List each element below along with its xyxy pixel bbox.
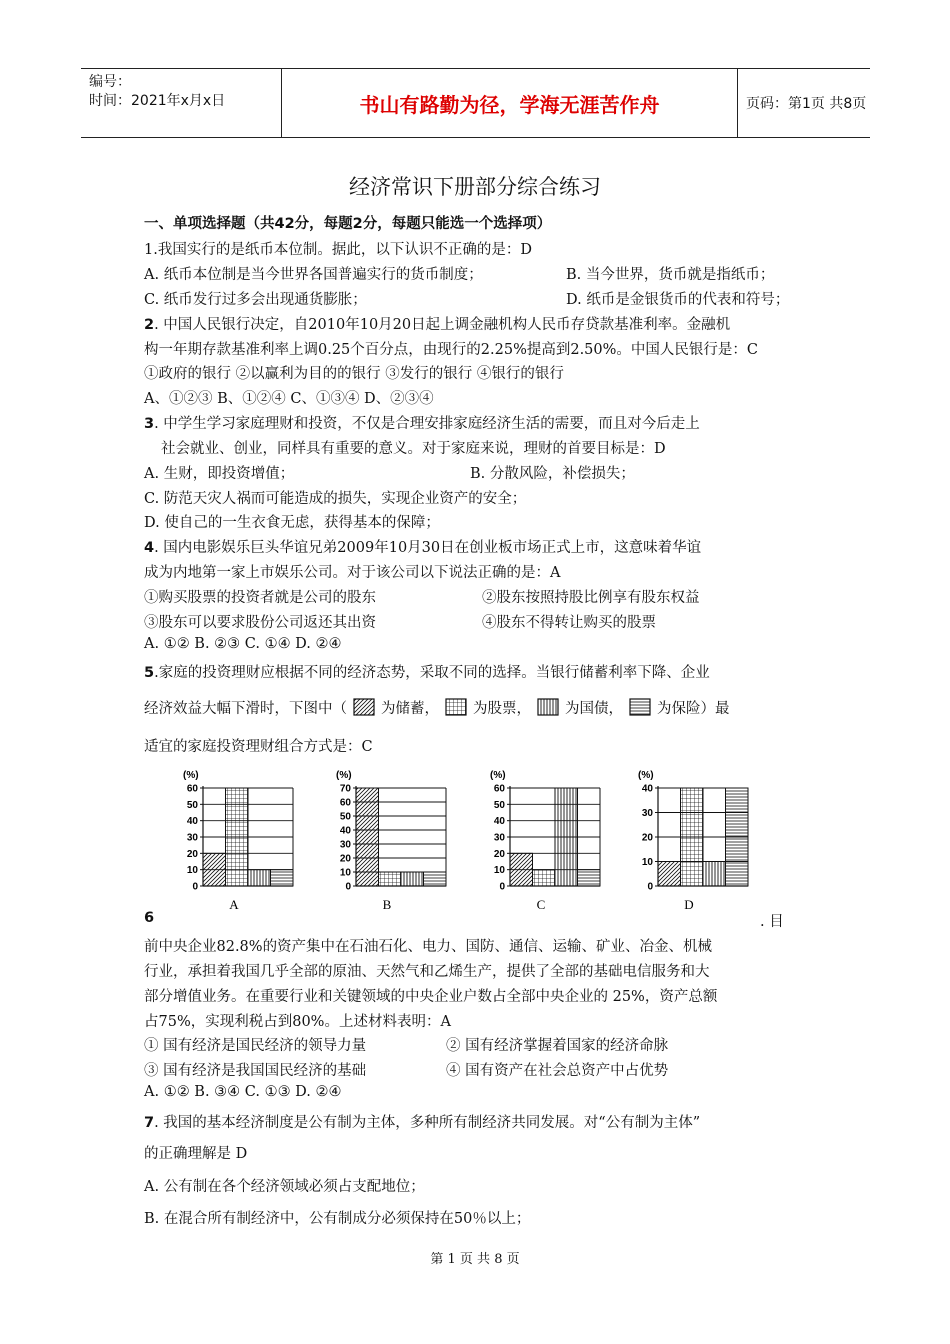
bar-国债 <box>555 788 578 886</box>
bar-保险 <box>726 788 749 886</box>
q4-options: A. ①② B. ②③ C. ①④ D. ②④ <box>144 636 342 652</box>
stocks-pattern-icon <box>445 698 467 716</box>
q5-stem-part: 经济效益大幅下滑时，下图中（ <box>144 701 347 717</box>
y-tick-label: 40 <box>641 783 653 795</box>
q2-stem-text: . 中国人民银行决定，自2010年10月20日起上调金融机构人民币存贷款基准利率。金融机 <box>154 317 731 333</box>
chart-c <box>482 766 607 916</box>
y-tick-label: 70 <box>339 783 351 795</box>
q4-item-4: ④股东不得转让购买的股票 <box>482 615 656 631</box>
q5-number: 5 <box>144 665 155 681</box>
q5-stem-text: .家庭的投资理财应根据不同的经济态势，采取不同的选择。当银行储蓄利率下降、企业 <box>154 665 710 681</box>
q5-stem-line2 <box>144 697 730 718</box>
y-tick-label: 40 <box>339 825 351 837</box>
y-tick-label: 60 <box>339 797 351 809</box>
q1-option-b: B. 当今世界，货币就是指纸币； <box>566 267 775 283</box>
document-title: 经济常识下册部分综合练习 <box>349 175 601 199</box>
q6-options: A. ①② B. ③④ C. ①③ D. ②④ <box>144 1084 342 1100</box>
q7-stem-text: . 我国的基本经济制度是公有制为主体，多种所有制经济共同发展。对“公有制为主体” <box>154 1115 701 1131</box>
chart-b <box>328 766 453 916</box>
legend-stocks: 为股票， <box>473 701 531 717</box>
y-tick-label: 30 <box>493 832 505 844</box>
y-tick-label: 10 <box>641 857 653 868</box>
q1-stem: 1.我国实行的是纸币本位制。据此，以下认识不正确的是：D <box>144 242 532 258</box>
savings-pattern-icon <box>353 698 375 716</box>
bar-保险 <box>578 870 601 886</box>
y-tick-label: 20 <box>186 848 198 860</box>
y-tick-label: 40 <box>493 816 505 828</box>
q2-number: 2 <box>144 317 155 333</box>
y-tick-label: 30 <box>339 839 351 851</box>
legend-savings: 为储蓄， <box>381 701 439 717</box>
q4-stem-line2: 成为内地第一家上市娱乐公司。对于该公司以下说法正确的是：A <box>144 565 561 581</box>
number-label: 编号： <box>89 74 131 90</box>
q2-options: A、①②③ B、①②④ C、①③④ D、②③④ <box>144 391 434 407</box>
y-tick-label: 0 <box>499 881 505 893</box>
y-tick-label: 0 <box>345 881 351 893</box>
q6-item-2: ② 国有经济掌握着国家的经济命脉 <box>446 1038 669 1054</box>
q3-stem-text: . 中学生学习家庭理财和投资，不仅是合理安排家庭经济生活的需要，而且对今后走上 <box>154 416 700 432</box>
y-tick-label: 50 <box>339 811 351 823</box>
chart-label: D <box>684 897 694 912</box>
y-tick-label: 50 <box>493 799 505 811</box>
y-unit-label: (%) <box>490 770 506 781</box>
section-heading: 一、单项选择题（共42分，每题2分，每题只能选一个选择项） <box>144 216 552 232</box>
date-label: 时间：2021年x月x日 <box>89 93 226 109</box>
page-info: 页码：第1页 共8页 <box>746 96 867 112</box>
q5-stem-line3: 适宜的家庭投资理财组合方式是：C <box>144 739 373 755</box>
q6-line1: 前中央企业82.8%的资产集中在石油石化、电力、国防、通信、运输、矿业、冶金、机械 <box>144 939 713 955</box>
y-tick-label: 20 <box>641 832 653 844</box>
q6-line3: 部分增值业务。在重要行业和关键领域的中央企业户数占全部中央企业的 25%，资产总额 <box>144 989 718 1005</box>
y-unit-label: (%) <box>183 770 199 781</box>
q1-option-a: A. 纸币本位制是当今世界各国普遍实行的货币制度； <box>144 267 483 283</box>
q7-line2: 的正确理解是 D <box>144 1146 248 1162</box>
bar-保险 <box>424 872 447 886</box>
q4-stem-text: . 国内电影娱乐巨头华谊兄弟2009年10月30日在创业板市场正式上市，这意味着华谊 <box>154 540 702 556</box>
page-header <box>81 68 870 138</box>
y-tick-label: 20 <box>339 853 351 865</box>
y-tick-label: 60 <box>493 783 505 795</box>
q6-number: 6 <box>144 910 155 926</box>
q6-line2: 行业，承担着我国几乎全部的原油、天然气和乙烯生产，提供了全部的基础电信服务和大 <box>144 964 710 980</box>
q3-stem-line1 <box>144 412 700 433</box>
q7-option-a: A. 公有制在各个经济领域必须占支配地位； <box>144 1179 425 1195</box>
q1-option-d: D. 纸币是金银货币的代表和符号； <box>566 292 790 308</box>
bar-股票 <box>379 872 402 886</box>
q7-line1 <box>144 1111 700 1132</box>
q6-item-1: ① 国有经济是国民经济的领导力量 <box>144 1038 367 1054</box>
q3-option-c: C. 防范天灾人祸而可能造成的损失，实现企业资产的安全； <box>144 491 527 507</box>
y-unit-label: (%) <box>336 770 352 781</box>
bar-股票 <box>681 788 704 886</box>
legend-insurance: 为保险）最 <box>657 701 730 717</box>
bar-股票 <box>533 870 556 886</box>
chart-a <box>175 766 300 916</box>
q6-stem-start: . 目 <box>760 914 784 930</box>
q4-item-2: ②股东按照持股比例享有股东权益 <box>482 590 700 606</box>
bar-保险 <box>271 870 294 886</box>
bar-国债 <box>703 862 726 887</box>
legend-bonds: 为国债， <box>565 701 623 717</box>
chart-d <box>630 766 755 916</box>
y-tick-label: 10 <box>186 865 198 877</box>
bonds-pattern-icon <box>537 698 559 716</box>
q4-number: 4 <box>144 540 155 556</box>
q4-stem-line1 <box>144 536 701 557</box>
chart-label: A <box>229 897 239 912</box>
chart-label: B <box>382 897 392 912</box>
motto: 书山有路勤为径，学海无涯苦作舟 <box>281 69 738 137</box>
q6-item-4: ④ 国有资产在社会总资产中占优势 <box>446 1063 669 1079</box>
y-tick-label: 0 <box>647 881 653 893</box>
q3-option-d: D. 使自己的一生衣食无虑，获得基本的保障； <box>144 515 440 531</box>
y-tick-label: 30 <box>186 832 198 844</box>
y-tick-label: 60 <box>186 783 198 795</box>
q3-number: 3 <box>144 416 155 432</box>
q2-stem-line1 <box>144 313 730 334</box>
y-tick-label: 20 <box>493 848 505 860</box>
y-tick-label: 30 <box>641 808 653 819</box>
bar-储蓄 <box>658 862 681 887</box>
bar-股票 <box>226 788 249 886</box>
q2-items: ①政府的银行 ②以赢利为目的的银行 ③发行的银行 ④银行的银行 <box>144 366 564 382</box>
y-tick-label: 10 <box>339 867 351 879</box>
y-tick-label: 40 <box>186 816 198 828</box>
q3-option-a: A. 生财，即投资增值； <box>144 466 295 482</box>
q7-number: 7 <box>144 1115 155 1131</box>
y-tick-label: 50 <box>186 799 198 811</box>
q5-stem-line1 <box>144 661 710 682</box>
q7-option-b: B. 在混合所有制经济中，公有制成分必须保持在50％以上； <box>144 1211 531 1227</box>
q4-item-1: ①购买股票的投资者就是公司的股东 <box>144 590 376 606</box>
q4-item-3: ③股东可以要求股份公司返还其出资 <box>144 615 376 631</box>
q6-item-3: ③ 国有经济是我国国民经济的基础 <box>144 1063 367 1079</box>
bar-国债 <box>248 870 271 886</box>
bar-储蓄 <box>203 853 226 886</box>
chart-label: C <box>536 897 546 912</box>
q1-option-c: C. 纸币发行过多会出现通货膨胀； <box>144 292 367 308</box>
q3-stem-line2: 社会就业、创业，同样具有重要的意义。对于家庭来说，理财的首要目标是：D <box>161 441 666 457</box>
bar-储蓄 <box>510 853 533 886</box>
y-tick-label: 0 <box>192 881 198 893</box>
page-footer: 第 1 页 共 8 页 <box>430 1252 520 1267</box>
bar-储蓄 <box>356 788 379 886</box>
bar-国债 <box>401 872 424 886</box>
q2-stem-line2: 构一年期存款基准利率上调0.25个百分点，由现行的2.25%提高到2.50%。中国人民银行是：C <box>144 342 759 358</box>
q3-option-b: B. 分散风险，补偿损失； <box>470 466 635 482</box>
y-unit-label: (%) <box>638 770 654 781</box>
q6-line4: 占75%，实现利税占到80%。上述材料表明：A <box>144 1014 451 1030</box>
y-tick-label: 10 <box>493 865 505 877</box>
insurance-pattern-icon <box>629 698 651 716</box>
header-left-cell <box>81 69 281 137</box>
